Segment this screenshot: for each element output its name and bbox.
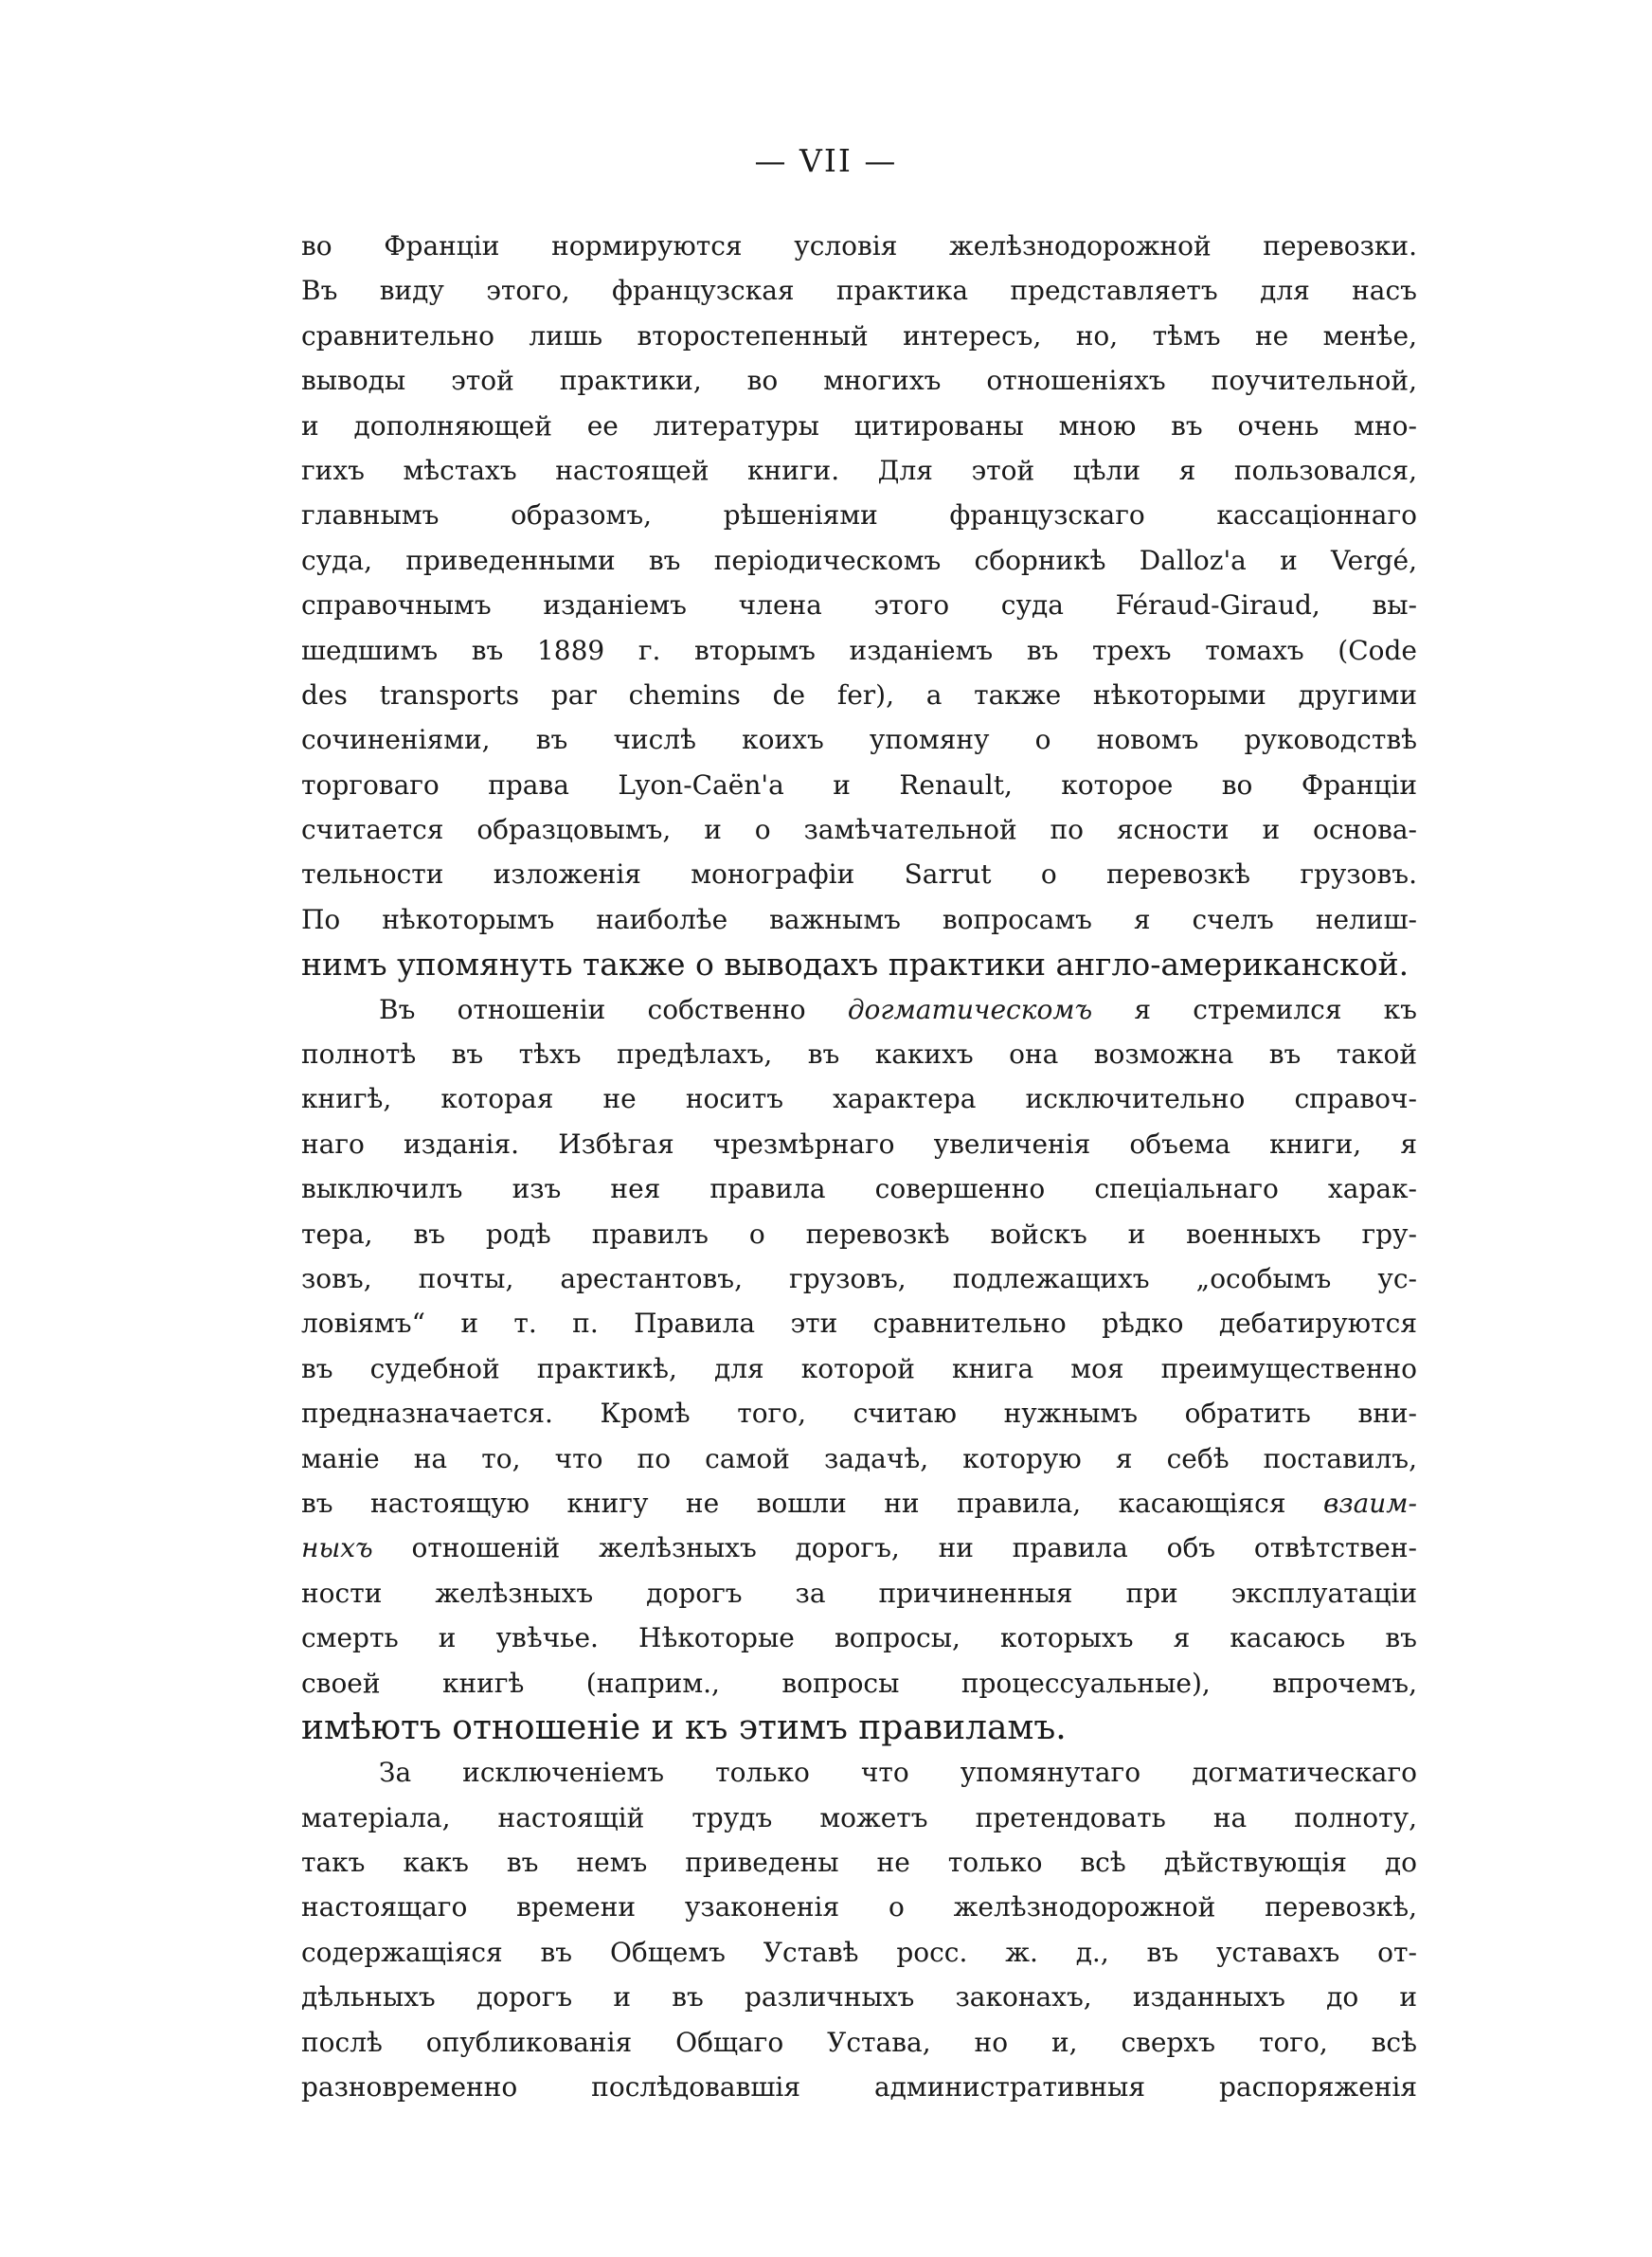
text-line: сравнительно лишь второстепенный интересъ, но, тѣмъ не менѣе, [301, 319, 1417, 352]
text-line: послѣ опубликованія Общаго Устава, но и, сверхъ того, всѣ [301, 2026, 1417, 2058]
text-line: Въ виду этого, французская практика представляетъ для насъ [301, 275, 1417, 307]
text-run: я стремился къ [1092, 993, 1417, 1025]
text-line [301, 1526, 1417, 1570]
text-line: наго изданія. Избѣгая чрезмѣрнаго увеличенія объема книги, я [301, 1128, 1417, 1160]
text-line: тера, въ родѣ правилъ о перевозкѣ войскъ и военныхъ гру- [301, 1218, 1417, 1250]
italic-term: ныхъ [301, 1532, 373, 1564]
text-line: суда, приведенными въ періодическомъ сборникѣ Dalloz'a и Vergé, [301, 544, 1417, 576]
text-line: ловіямъ“ и т. п. Правила эти сравнительно рѣдко дебатируются [301, 1308, 1417, 1340]
text-line: дѣльныхъ дорогъ и въ различныхъ законахъ, изданныхъ до и [301, 1981, 1417, 2013]
text-line [301, 1481, 1417, 1526]
text-line: тельности изложенія монографіи Sarrut о перевозкѣ грузовъ. [301, 858, 1417, 891]
text-line: шедшимъ въ 1889 г. вторымъ изданіемъ въ трехъ томахъ (Code [301, 634, 1417, 666]
text-line: разновременно послѣдовавшія административныя распоряженія [301, 2071, 1417, 2104]
text-line: выключилъ изъ нея правила совершенно спеціальнаго харак- [301, 1173, 1417, 1205]
text-line: своей книгѣ (наприм., вопросы процессуальные), впрочемъ, [301, 1667, 1417, 1699]
text-run: отношеній желѣзныхъ дорогъ, ни правила объ отвѣтствен- [372, 1532, 1417, 1564]
text-line: сочиненіями, въ числѣ коихъ упомяну о новомъ руководствѣ [301, 724, 1417, 756]
text-line: настоящаго времени узаконенія о желѣзнодорожной перевозкѣ, [301, 1891, 1417, 1923]
text-line: главнымъ образомъ, рѣшеніями французскаго кассаціоннаго [301, 499, 1417, 532]
text-run: Въ отношеніи собственно [379, 993, 848, 1025]
text-line: По нѣкоторымъ наиболѣе важнымъ вопросамъ я счелъ нелиш- [301, 903, 1417, 935]
page-number: — VII — [754, 142, 898, 179]
text-line [301, 987, 1417, 1032]
text-line: выводы этой практики, во многихъ отношеніяхъ поучительной, [301, 365, 1417, 397]
text-line: нимъ упомянуть также о выводахъ практики англо-американской. [301, 946, 1410, 984]
italic-term: взаим- [1323, 1487, 1417, 1519]
text-line: маніе на то, что по самой задачѣ, которую я себѣ поставилъ, [301, 1442, 1417, 1474]
text-line: въ судебной практикѣ, для которой книга моя преимущественно [301, 1352, 1417, 1384]
italic-term: догматическомъ [847, 993, 1093, 1025]
text-line: такъ какъ въ немъ приведены не только всѣ дѣйствующія до [301, 1847, 1417, 1879]
text-line: книгѣ, которая не носитъ характера исключительно справоч- [301, 1083, 1417, 1115]
text-line: des transports par chemins de fer), а также нѣкоторыми другими [301, 678, 1417, 711]
text-line: ности желѣзныхъ дорогъ за причиненныя при эксплуатаціи [301, 1577, 1417, 1609]
text-line: полнотѣ въ тѣхъ предѣлахъ, въ какихъ она возможна въ такой [301, 1038, 1417, 1071]
text-line: и дополняющей ее литературы цитированы мною въ очень мно- [301, 409, 1417, 442]
text-line: справочнымъ изданіемъ члена этого суда Féraud-Giraud, вы- [301, 589, 1417, 622]
text-line: имѣютъ отношеніе и къ этимъ правиламъ. [301, 1707, 1067, 1747]
text-line: содержащіяся въ Общемъ Уставѣ росс. ж. д., въ уставахъ от- [301, 1936, 1417, 1968]
text-line: смерть и увѣчье. Нѣкоторые вопросы, которыхъ я касаюсь въ [301, 1622, 1417, 1654]
paragraph-3 [301, 1750, 1417, 2109]
body-text [301, 224, 1417, 2109]
text-line: считается образцовымъ, и о замѣчательной по ясности и основа- [301, 814, 1417, 846]
paragraph-1 [301, 224, 1417, 987]
paragraph-2 [301, 987, 1417, 1751]
text-line: предназначается. Кромѣ того, считаю нужнымъ обратить вни- [301, 1398, 1417, 1430]
text-line: зовъ, почты, арестантовъ, грузовъ, подлежащихъ „особымъ ус- [301, 1262, 1417, 1294]
text-line: матеріала, настоящій трудъ можетъ претендовать на полноту, [301, 1801, 1417, 1833]
text-line: во Франціи нормируются условія желѣзнодорожной перевозки. [301, 230, 1417, 262]
text-run: въ настоящую книгу не вошли ни правила, касающіяся [301, 1487, 1324, 1519]
text-line: За исключеніемъ только что упомянутаго догматическаго [379, 1757, 1417, 1789]
text-line: гихъ мѣстахъ настоящей книги. Для этой цѣли я пользовался, [301, 454, 1417, 486]
text-line: торговаго права Lyon-Caën'a и Renault, которое во Франціи [301, 768, 1417, 801]
